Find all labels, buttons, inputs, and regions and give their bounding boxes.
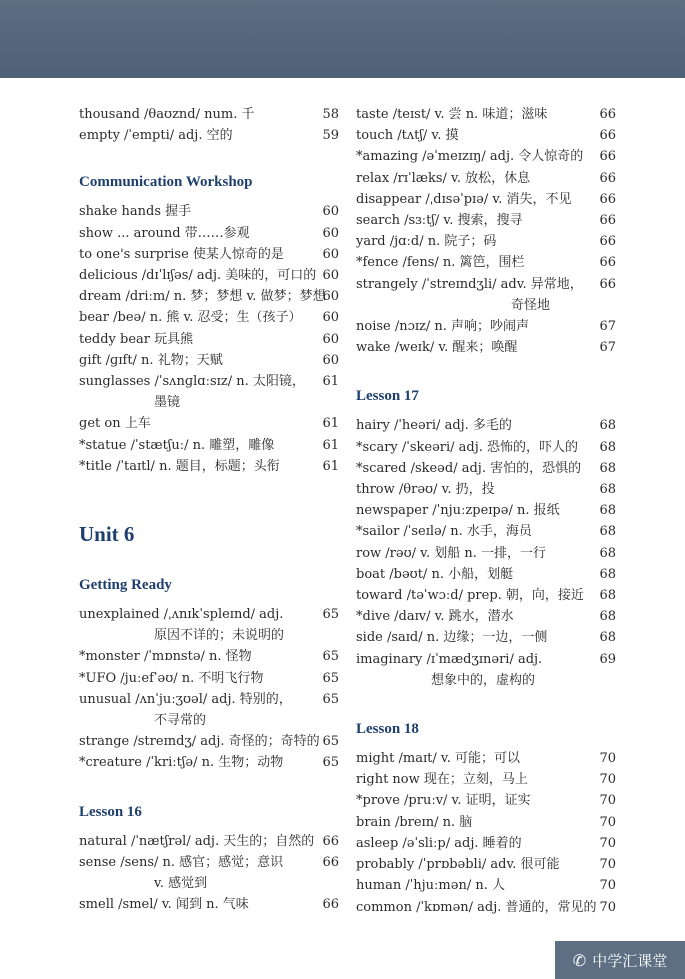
vocab-entry-text: newspaper /ˈnjuːzpeɪpə/ n. 报纸 [356,503,560,519]
page-number: 68 [599,418,616,434]
page-number: 66 [322,854,339,870]
vocab-entry-text: boat /bəʊt/ n. 小船，划艇 [356,566,514,582]
page-number: 66 [599,128,616,144]
section-heading: Lesson 16 [79,803,142,820]
vocab-entry [356,189,616,210]
vocab-entry-text: *monster /ˈmɒnstə/ n. 怪物 [79,649,252,665]
vocab-entry [356,897,616,918]
vocab-entry-text: *statue /ˈstætʃuː/ n. 雕塑，雕像 [79,437,275,453]
page-number: 70 [599,793,616,809]
page-number: 65 [322,670,339,686]
vocab-entry [79,852,339,894]
vocab-entry [356,649,616,691]
vocab-entry-text: *amazing /əˈmeɪzɪŋ/ adj. 令人惊奇的 [356,149,584,165]
page-number: 68 [599,545,616,561]
page-number: 66 [599,149,616,165]
vocab-entry [356,875,616,896]
watermark-badge [555,941,685,979]
vocab-entry [356,500,616,521]
vocab-entry-text: yard /jɑːd/ n. 院子；码 [356,234,497,250]
vocab-entry-text: *prove /pruːv/ v. 证明，证实 [356,793,531,809]
page-number: 66 [599,191,616,207]
vocab-entry [356,415,616,436]
page-number: 60 [322,310,339,326]
vocab-entry [79,413,339,434]
vocab-entry-text: brain /breɪn/ n. 脑 [356,814,473,830]
vocab-entry [79,350,339,371]
page-number: 66 [599,213,616,229]
vocab-entry [79,125,339,146]
page-number: 61 [322,416,339,432]
vocab-entry-text: relax /rɪˈlæks/ v. 放松，休息 [356,170,531,186]
vocab-entry-text: to one's surprise 使某人惊奇的是 [79,246,284,262]
vocab-entry-continuation: 墨镜 [154,395,181,411]
watermark-text: 中学汇课堂 [592,951,668,970]
vocab-entry-text: teddy bear 玩具熊 [79,331,194,347]
vocab-entry [79,223,339,244]
vocab-entry [356,769,616,790]
vocab-entry-text: wake /weɪk/ v. 醒来；唤醒 [356,340,518,356]
vocab-entry-continuation: 原因不详的；未说明的 [154,628,285,644]
vocab-entry [356,812,616,833]
vocab-entry [79,329,339,350]
vocab-entry-text: get on 上车 [79,416,151,432]
page-number: 65 [322,691,339,707]
vocab-entry-text: *scared /skeəd/ adj. 害怕的，恐惧的 [356,460,582,476]
page-number: 68 [599,482,616,498]
page-number: 66 [599,170,616,186]
vocab-entry-text: dream /driːm/ n. 梦；梦想 v. 做梦；梦想 [79,289,326,305]
page-number: 68 [599,503,616,519]
vocab-entry-text: bear /beə/ n. 熊 v. 忍受；生（孩子） [79,310,302,326]
page-number: 61 [322,458,339,474]
vocab-entry [79,104,339,125]
vocab-entry-text: human /ˈhjuːmən/ n. 人 [356,878,505,894]
page-number: 66 [599,107,616,122]
vocab-entry-text: *creature /ˈkriːtʃə/ n. 生物；动物 [79,755,284,771]
vocab-column-left [79,104,339,915]
vocab-entry [79,604,339,646]
vocab-entry-text: sense /sens/ n. 感官；感觉；意识 [79,854,284,870]
vocab-entry-text: right now 现在；立刻，马上 [356,772,528,788]
vocab-entry [79,286,339,307]
vocab-entry [79,689,339,731]
vocab-entry-text: empty /ˈempti/ adj. 空的 [79,128,233,144]
page-number: 66 [322,833,339,849]
vocab-entry-text: imaginary /ɪˈmædʒɪnəri/ adj. [356,651,543,667]
vocab-entry [356,543,616,564]
vocab-entry-text: show ... around 带……参观 [79,225,250,241]
vocab-entry [79,894,339,915]
vocab-entry [79,456,339,477]
vocab-entry [356,125,616,146]
vocab-entry-text: asleep /əˈsliːp/ adj. 睡着的 [356,835,522,851]
vocab-entry-text: row /rəʊ/ v. 划船 n. 一排，一行 [356,545,546,561]
page-number: 67 [599,340,616,356]
page-number: 60 [322,331,339,347]
vocab-entry [356,606,616,627]
vocab-entry-text: *sailor /ˈseɪlə/ n. 水手，海员 [356,524,532,540]
vocab-entry-continuation: 不寻常的 [154,713,207,729]
vocab-entry-text: gift /ɡɪft/ n. 礼物；天赋 [79,352,223,368]
page-number: 59 [322,128,339,144]
vocab-entry [356,521,616,542]
vocab-entry [356,210,616,231]
vocab-entry-text: might /maɪt/ v. 可能；可以 [356,751,520,767]
page-number: 65 [322,649,339,665]
page-number: 70 [599,814,616,830]
vocab-entry [356,168,616,189]
vocab-entry [356,337,616,358]
page-number: 66 [599,276,616,292]
vocab-column-right [356,104,616,918]
vocab-entry-text: toward /təˈwɔːd/ prep. 朝，向，接近 [356,588,584,604]
page-number: 68 [599,439,616,455]
vocab-entry [356,252,616,273]
section-heading: Getting Ready [79,577,172,594]
vocab-entry [356,437,616,458]
vocab-entry-text: sunglasses /ˈsʌnɡlɑːsɪz/ n. 太阳镜， [79,374,305,390]
vocab-entry-text: disappear /ˌdɪsəˈpɪə/ v. 消失，不见 [356,191,572,207]
vocab-entry-text: thousand /θaʊznd/ num. 千 [79,107,255,122]
page-number: 60 [322,268,339,284]
page-number: 60 [322,289,339,305]
section-heading: Lesson 17 [356,388,419,405]
page-number: 70 [599,772,616,788]
page-number: 65 [322,755,339,771]
vocab-entry [356,231,616,252]
vocab-entry-text: strange /streɪndʒ/ adj. 奇怪的；奇特的 [79,734,320,750]
vocab-entry [79,435,339,456]
page-number: 68 [599,588,616,604]
vocab-entry-continuation: v. 感觉到 [154,876,208,892]
vocab-entry-text: unexplained /ˌʌnɪkˈspleɪnd/ adj. [79,607,284,623]
wechat-icon: ✆ [572,950,587,970]
vocab-entry [356,479,616,500]
page-number: 60 [322,204,339,220]
vocab-entry [79,731,339,752]
page-number: 68 [599,524,616,540]
vocab-entry [356,104,616,125]
vocab-entry-text: side /saɪd/ n. 边缘；一边，一侧 [356,630,548,646]
page-number: 70 [599,899,616,915]
page-number: 60 [322,352,339,368]
vocab-entry [79,668,339,689]
page-number: 70 [599,835,616,851]
vocab-entry [79,646,339,667]
vocab-entry [356,564,616,585]
vocab-entry-text: touch /tʌtʃ/ v. 摸 [356,128,459,144]
vocab-entry [356,748,616,769]
page-number: 61 [322,374,339,390]
page-number: 66 [599,255,616,271]
vocab-entry-text: common /ˈkɒmən/ adj. 普通的，常见的 [356,899,597,915]
vocab-entry-text: probably /ˈprɒbəbli/ adv. 很可能 [356,857,560,873]
page-number: 68 [599,566,616,582]
page-number: 61 [322,437,339,453]
header-band [0,0,685,78]
vocab-entry-text: hairy /ˈheəri/ adj. 多毛的 [356,418,512,434]
page-number: 68 [599,460,616,476]
vocab-entry [79,265,339,286]
vocab-entry-text: smell /smel/ v. 闻到 n. 气味 [79,897,249,913]
page-number: 68 [599,630,616,646]
page-number: 60 [322,246,339,262]
vocab-entry-text: shake hands 握手 [79,204,192,220]
vocab-entry [79,831,339,852]
vocab-entry [79,752,339,773]
vocab-entry-text: unusual /ʌnˈjuːʒʊəl/ adj. 特别的， [79,691,292,707]
vocab-entry-text: throw /θrəʊ/ v. 扔，投 [356,482,495,498]
vocab-entry [356,790,616,811]
unit-heading: Unit 6 [79,522,135,547]
vocab-entry-continuation: 奇怪地 [511,297,551,313]
vocab-entry [356,627,616,648]
vocab-entry-text: *UFO /juːefˈəʊ/ n. 不明飞行物 [79,670,264,686]
vocab-entry-text: delicious /dɪˈlɪʃəs/ adj. 美味的，可口的 [79,268,317,284]
vocab-entry-continuation: 想象中的，虚构的 [431,672,536,688]
page-number: 70 [599,751,616,767]
vocab-entry [356,316,616,337]
vocab-entry [79,307,339,328]
vocab-entry [356,585,616,606]
page-number: 66 [599,234,616,250]
vocab-entry-text: *title /ˈtaɪtl/ n. 题目，标题；头衔 [79,458,280,474]
vocab-entry [356,146,616,167]
vocab-entry-text: taste /teɪst/ v. 尝 n. 味道；滋味 [356,107,548,122]
page-number: 65 [322,607,339,623]
vocab-entry [356,458,616,479]
vocab-entry-text: *scary /ˈskeəri/ adj. 恐怖的，吓人的 [356,439,579,455]
vocab-entry [356,274,616,316]
page-number: 67 [599,319,616,335]
vocab-entry [356,854,616,875]
page-number: 70 [599,878,616,894]
page-number: 65 [322,734,339,750]
vocab-entry [79,201,339,222]
vocab-entry-text: noise /nɔɪz/ n. 声响；吵闹声 [356,319,530,335]
vocab-entry-text: *dive /daɪv/ v. 跳水，潜水 [356,609,514,625]
page-number: 60 [322,225,339,241]
vocab-entry [356,833,616,854]
page-number: 66 [322,897,339,913]
page-number: 68 [599,609,616,625]
section-heading: Communication Workshop [79,174,253,191]
page-number: 58 [322,107,339,122]
vocab-entry-text: strangely /ˈstreɪndʒli/ adv. 异常地， [356,276,583,292]
vocab-entry-text: search /sɜːtʃ/ v. 搜索，搜寻 [356,213,523,229]
section-heading: Lesson 18 [356,721,419,738]
page-number: 70 [599,857,616,873]
vocab-entry [79,371,339,413]
vocab-entry-text: *fence /fens/ n. 篱笆，围栏 [356,255,525,271]
vocab-entry-text: natural /ˈnætʃrəl/ adj. 天生的；自然的 [79,833,315,849]
vocab-entry [79,244,339,265]
page-number: 69 [599,651,616,667]
